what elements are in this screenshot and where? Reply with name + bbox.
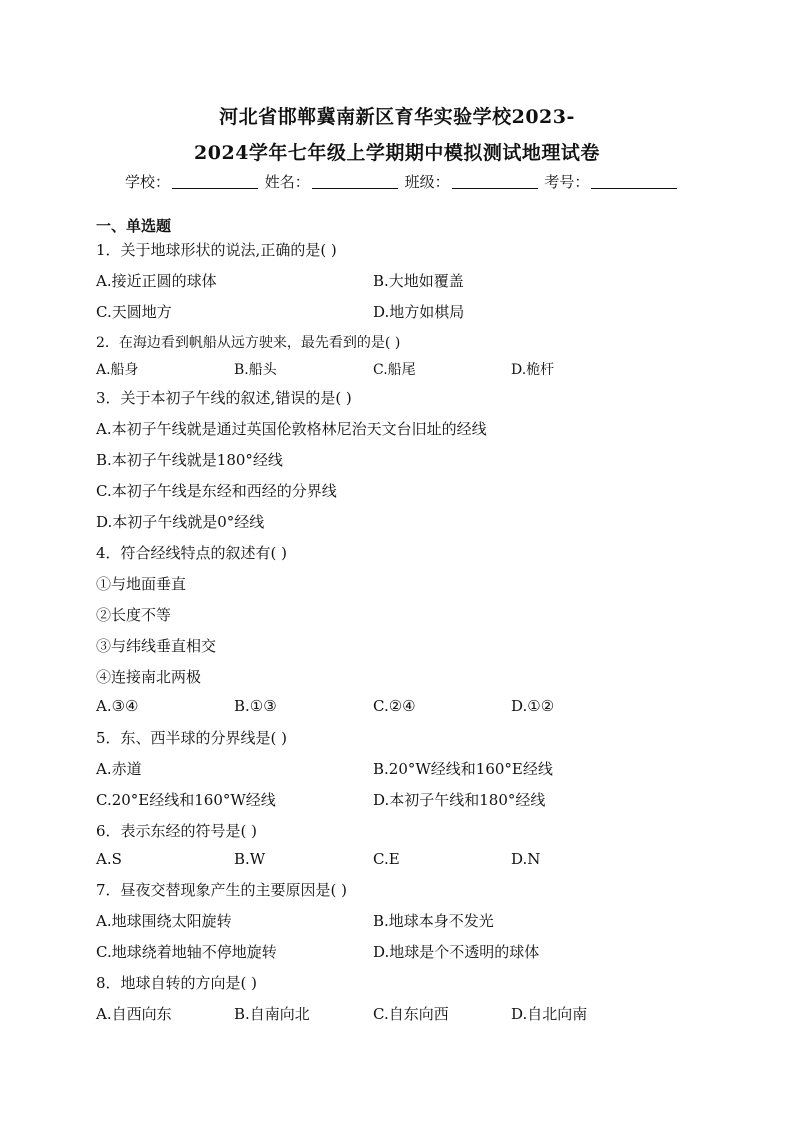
question-8-option-c: C.自东向西 [373, 1005, 449, 1023]
question-4-option-c: C.②④ [373, 697, 416, 715]
question-2-option-d: D.桅杆 [511, 362, 555, 378]
question-4-item-4: ④连接南北两极 [96, 668, 202, 686]
question-3-option-d: D.本初子午线就是0°经线 [96, 513, 265, 531]
question-4-item-2: ②长度不等 [96, 606, 172, 624]
question-6-option-c: C.E [373, 850, 400, 868]
question-5-option-a: A.赤道 [96, 760, 142, 778]
question-4-option-a: A.③④ [96, 697, 139, 715]
question-5-stem: 5．东、西半球的分界线是( ) [96, 729, 288, 747]
class-label: 班级： [404, 173, 450, 191]
question-3-option-a: A.本初子午线就是通过英国伦敦格林尼治天文台旧址的经线 [96, 420, 487, 438]
question-6-option-b: B.W [234, 850, 266, 868]
question-8-option-d: D.自北向南 [511, 1005, 588, 1023]
question-4-stem: 4．符合经线特点的叙述有( ) [96, 544, 288, 562]
question-2-option-c: C.船尾 [373, 362, 416, 378]
question-4-option-b: B.①③ [234, 697, 277, 715]
question-5-option-c: C.20°E经线和160°W经线 [96, 791, 276, 809]
section-heading: 一、单选题 [96, 217, 172, 235]
question-6-option-a: A.S [96, 850, 122, 868]
question-6-stem: 6．表示东经的符号是( ) [96, 822, 258, 840]
question-5-option-d: D.本初子午线和180°经线 [373, 791, 546, 809]
question-8-option-b: B.自南向北 [234, 1005, 310, 1023]
question-3-stem: 3．关于本初子午线的叙述,错误的是( ) [96, 389, 352, 407]
class-blank[interactable] [452, 174, 538, 189]
name-label: 姓名： [264, 173, 310, 191]
question-5-option-b: B.20°W经线和160°E经线 [373, 760, 553, 778]
number-blank[interactable] [591, 174, 677, 189]
question-7-option-b: B.地球本身不发光 [373, 912, 494, 930]
exam-title-line-1: 河北省邯郸冀南新区育华实验学校2023- [219, 106, 575, 128]
question-4-option-d: D.①② [511, 697, 555, 715]
question-7-option-d: D.地球是个不透明的球体 [373, 943, 540, 961]
school-label: 学校： [125, 173, 171, 191]
question-8-option-a: A.自西向东 [96, 1005, 172, 1023]
question-7-option-c: C.地球绕着地轴不停地旋转 [96, 943, 277, 961]
question-3-option-b: B.本初子午线就是180°经线 [96, 451, 283, 469]
question-1-stem: 1．关于地球形状的说法,正确的是( ) [96, 241, 337, 259]
question-2-stem: 2．在海边看到帆船从远方驶来，最先看到的是( ) [96, 335, 401, 351]
question-6-option-d: D.N [511, 850, 541, 868]
question-2-option-a: A.船身 [96, 362, 139, 378]
question-7-option-a: A.地球围绕太阳旋转 [96, 912, 232, 930]
question-8-stem: 8．地球自转的方向是( ) [96, 974, 258, 992]
question-1-option-c: C.天圆地方 [96, 303, 172, 321]
question-4-item-1: ①与地面垂直 [96, 575, 187, 593]
question-2-option-b: B.船头 [234, 362, 277, 378]
name-blank[interactable] [312, 174, 398, 189]
question-3-option-c: C.本初子午线是东经和西经的分界线 [96, 482, 337, 500]
question-1-option-b: B.大地如覆盖 [373, 272, 464, 290]
student-info-line [125, 171, 679, 192]
school-blank[interactable] [172, 174, 258, 189]
question-4-item-3: ③与纬线垂直相交 [96, 637, 217, 655]
question-7-stem: 7．昼夜交替现象产生的主要原因是( ) [96, 881, 348, 899]
number-label: 考号： [544, 173, 590, 191]
question-1-option-d: D.地方如棋局 [373, 303, 465, 321]
exam-title-line-2: 2024学年七年级上学期期中模拟测试地理试卷 [194, 142, 600, 164]
question-1-option-a: A.接近正圆的球体 [96, 272, 217, 290]
